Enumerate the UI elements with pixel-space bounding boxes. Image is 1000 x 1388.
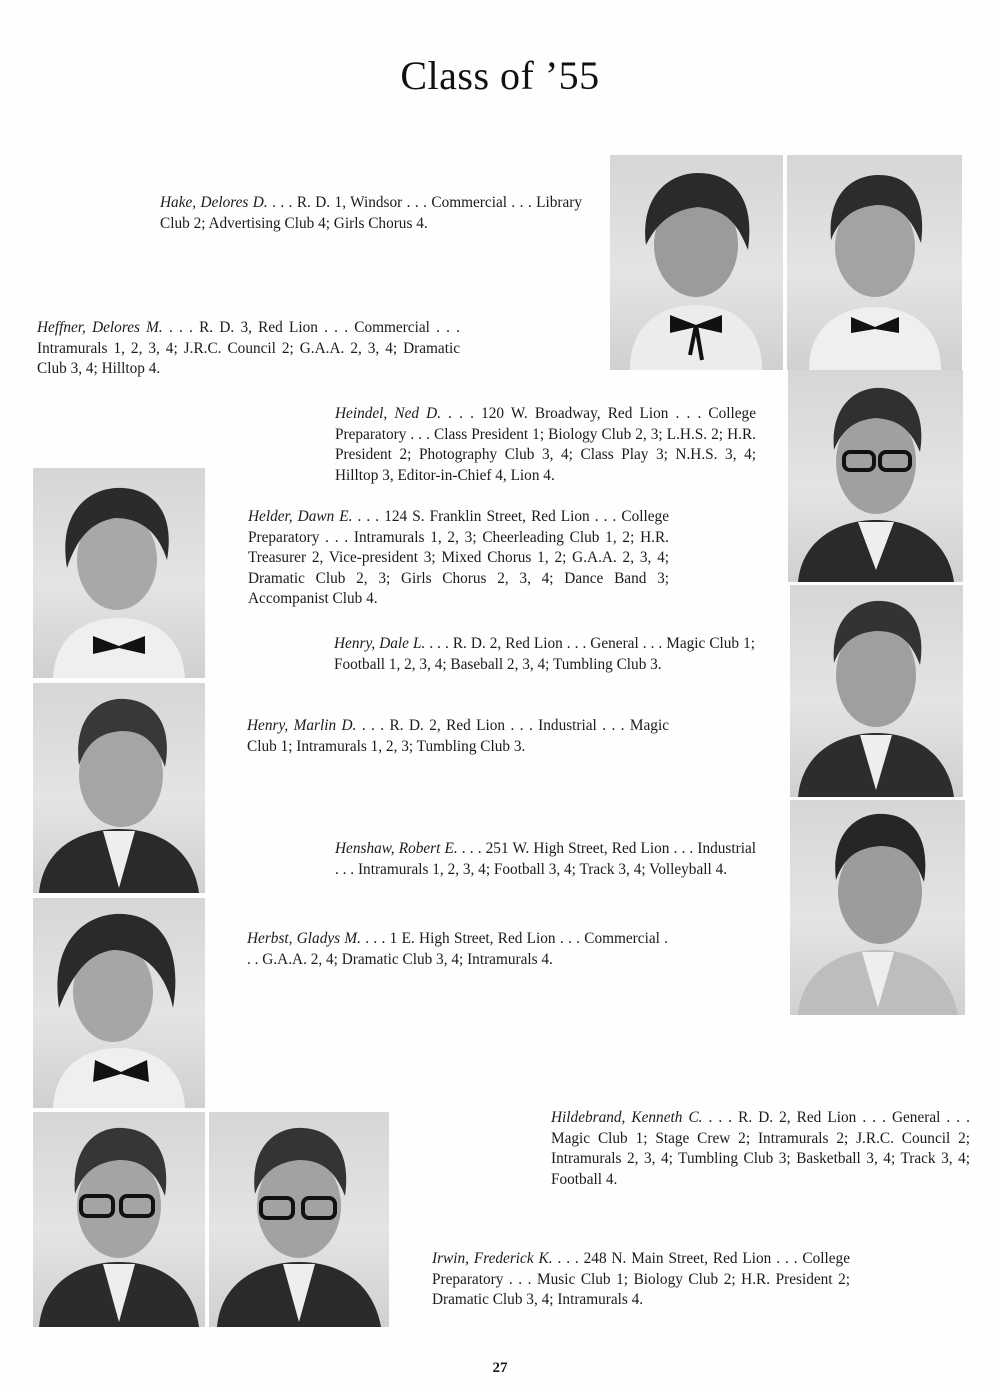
portrait-heffner-image <box>787 155 962 370</box>
entry-herbst <box>247 929 668 970</box>
student-name: Irwin, Frederick K. <box>432 1250 553 1267</box>
student-name: Heindel, Ned D. <box>335 405 442 422</box>
student-details: . . . R. D. 2, Red Lion . . . General . . . Magic Club 1; Stage Crew 2; Intramurals 2; J.R.C. Council 2; Intramurals 2, 3, 4; Tumbling Club 3; Basketball 3, 4; Track 3, 4; Football 4. <box>551 1109 970 1188</box>
student-name: Henry, Dale L. <box>334 635 426 652</box>
entry-helder <box>248 507 669 610</box>
student-name: Henshaw, Robert E. <box>335 840 458 857</box>
portrait-henshaw <box>790 800 965 1015</box>
portrait-herbst-image <box>33 898 205 1108</box>
portrait-heindel <box>788 370 963 582</box>
student-details: . . . 248 N. Main Street, Red Lion . . . College Preparatory . . . Music Club 1; Biology Club 2; H.R. President 2; Dramatic Club 3, 4; Intramurals 4. <box>432 1250 850 1309</box>
portrait-hildebrand <box>33 1112 205 1327</box>
portrait-hildebrand-image <box>33 1112 205 1327</box>
student-details: . . . 120 W. Broadway, Red Lion . . . College Preparatory . . . Class President 1; Biology Club 2, 3; L.H.S. 2; H.R. President 2; Photography Club 3, 4; Class Play 3; N.H.S. 3, 4; Hilltop 3, Editor-in-Chief 4, Lion 4. <box>335 405 756 484</box>
student-details: . . . 1 E. High Street, Red Lion . . . Commercial . . . G.A.A. 2, 4; Dramatic Club 3, 4; Intramurals 4. <box>247 930 668 968</box>
student-details: . . . 124 S. Franklin Street, Red Lion . . . College Preparatory . . . Intramurals 1, 2, 3; Cheerleading Club 1, 2; H.R. Treasurer 2, Vice-president 3; Mixed Chorus 1, 2; G.A.A. 2, 3, 4; Dramatic Club 2, 3; Girls Chorus 2, 3, 4; Dance Band 3; Accompanist Club 4. <box>248 508 669 608</box>
student-details: . . . R. D. 1, Windsor . . . Commercial . . . Library Club 2; Advertising Club 4; Girls Chorus 4. <box>160 194 582 232</box>
portrait-helder-image <box>33 468 205 678</box>
portrait-irwin-image <box>209 1112 389 1327</box>
entry-hildebrand <box>551 1108 970 1190</box>
portrait-hake <box>610 155 783 370</box>
student-details: . . . R. D. 2, Red Lion . . . Industrial . . . Magic Club 1; Intramurals 1, 2, 3; Tumbling Club 3. <box>247 717 669 755</box>
portrait-heffner <box>787 155 962 370</box>
portrait-henry-dale-image <box>790 585 963 797</box>
portrait-herbst <box>33 898 205 1108</box>
student-name: Hildebrand, Kenneth C. <box>551 1109 703 1126</box>
portrait-henry-dale <box>790 585 963 797</box>
student-details: . . . R. D. 3, Red Lion . . . Commercial . . . Intramurals 1, 2, 3, 4; J.R.C. Council 2; G.A.A. 2, 3, 4; Dramatic Club 3, 4; Hilltop 4. <box>37 319 460 378</box>
portrait-irwin <box>209 1112 389 1327</box>
student-name: Heffner, Delores M. <box>37 319 163 336</box>
student-name: Helder, Dawn E. <box>248 508 353 525</box>
portrait-helder <box>33 468 205 678</box>
portrait-henshaw-image <box>790 800 965 1015</box>
portrait-heindel-image <box>788 370 963 582</box>
entry-henry-marlin <box>247 716 669 757</box>
entry-irwin <box>432 1249 850 1311</box>
entry-henry-dale <box>334 634 755 675</box>
entry-hake <box>160 193 582 234</box>
student-details: . . . R. D. 2, Red Lion . . . General . . . Magic Club 1; Football 1, 2, 3, 4; Baseball 2, 3, 4; Tumbling Club 3. <box>334 635 755 673</box>
student-name: Henry, Marlin D. <box>247 717 357 734</box>
portrait-henry-marlin <box>33 683 205 893</box>
entry-henshaw <box>335 839 756 880</box>
entry-heindel <box>335 404 756 486</box>
student-name: Herbst, Gladys M. <box>247 930 361 947</box>
page-title: Class of ’55 <box>400 53 600 98</box>
student-details: . . . 251 W. High Street, Red Lion . . . Industrial . . . Intramurals 1, 2, 3, 4; Football 3, 4; Track 3, 4; Volleyball 4. <box>335 840 757 878</box>
portrait-hake-image <box>610 155 783 370</box>
entry-heffner <box>37 318 460 380</box>
student-name: Hake, Delores D. <box>160 194 268 211</box>
portrait-henry-marlin-image <box>33 683 205 893</box>
page-number: 27 <box>492 1360 508 1376</box>
